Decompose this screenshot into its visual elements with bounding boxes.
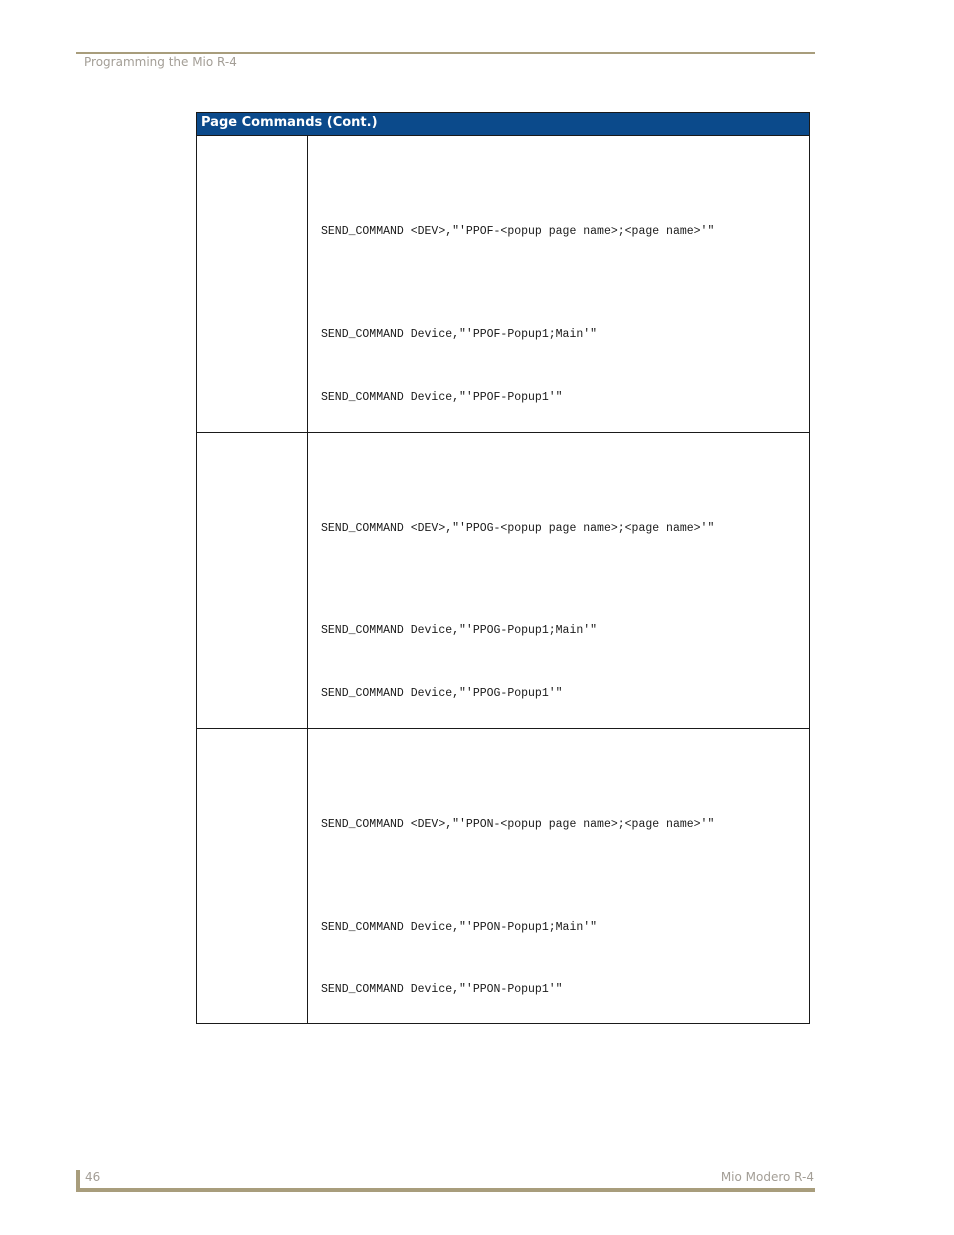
bottom-rule <box>76 1188 815 1192</box>
code-example-ppon-1: SEND_COMMAND Device,"'PPON-Popup1;Main'" <box>321 921 598 934</box>
page-number: 46 <box>85 1170 101 1184</box>
page-commands-table <box>196 112 810 1024</box>
code-syntax-ppof: SEND_COMMAND <DEV>,"'PPOF-<popup page name>;<page name>'" <box>321 225 715 238</box>
code-example-ppof-2: SEND_COMMAND Device,"'PPOF-Popup1'" <box>321 391 563 404</box>
table-header-title: Page Commands (Cont.) <box>201 115 378 130</box>
code-syntax-ppog: SEND_COMMAND <DEV>,"'PPOG-<popup page name>;<page name>'" <box>321 522 715 535</box>
running-head: Programming the Mio R-4 <box>84 55 237 69</box>
column-divider <box>307 135 308 1023</box>
code-example-ppon-2: SEND_COMMAND Device,"'PPON-Popup1'" <box>321 983 563 996</box>
code-example-ppof-1: SEND_COMMAND Device,"'PPOF-Popup1;Main'" <box>321 328 598 341</box>
row-divider <box>197 432 809 433</box>
table-header <box>197 113 809 136</box>
code-example-ppog-1: SEND_COMMAND Device,"'PPOG-Popup1;Main'" <box>321 624 598 637</box>
code-example-ppog-2: SEND_COMMAND Device,"'PPOG-Popup1'" <box>321 687 563 700</box>
row-divider <box>197 728 809 729</box>
document-name: Mio Modero R-4 <box>720 1170 814 1184</box>
top-rule <box>76 52 815 54</box>
code-syntax-ppon: SEND_COMMAND <DEV>,"'PPON-<popup page name>;<page name>'" <box>321 818 715 831</box>
